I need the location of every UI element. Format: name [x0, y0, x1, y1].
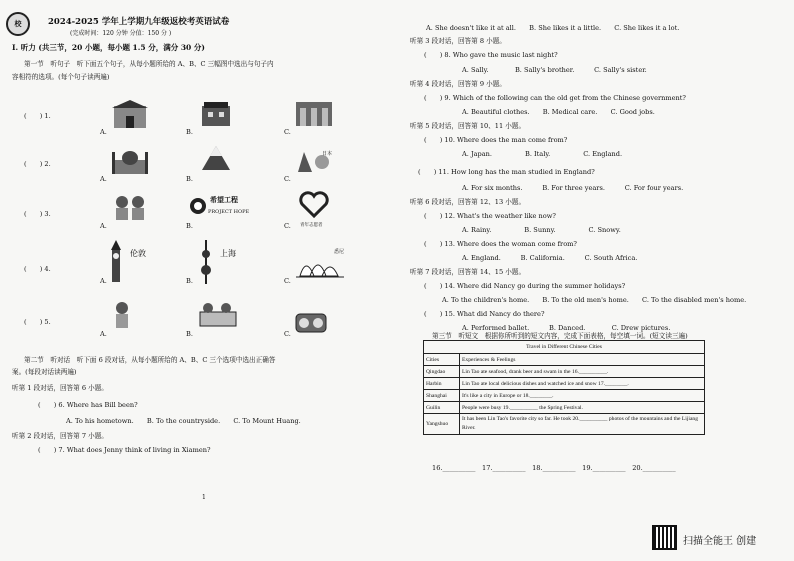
question-6-options: A. To his hometown. B. To the countryside. C. To Mount Huang.: [66, 417, 301, 425]
part1-instruction: 第一节 听句子 听下面五个句子，从每小题所给的 A、B、C 三幅图中选出与句子内: [24, 60, 274, 68]
question-15: ( ) 15. What did Nancy do there?: [424, 310, 545, 318]
dialogue-2-intro: 听第 2 段对话，回答第 7 小题。: [12, 432, 108, 440]
q5-option-b: B.: [186, 330, 193, 338]
section-heading: Ⅰ. 听力 (共三节，20 小题，每小题 1.5 分，满分 30 分): [12, 43, 205, 52]
table-cell-city: Shanghai: [424, 390, 460, 402]
table-caption-row: [424, 341, 705, 354]
table-caption: Travel in Different Chinese Cities: [424, 341, 705, 354]
project-hope-en: PROJECT HOPE: [208, 209, 250, 215]
shanghai-label: 上海: [220, 249, 236, 258]
picture-2c-text: 日本: [322, 151, 333, 157]
radio-icon: [294, 310, 328, 334]
q5-option-a: A.: [100, 330, 107, 338]
page-number: 1: [202, 494, 206, 501]
question-13: ( ) 13. Where does the woman come from?: [424, 240, 577, 248]
table-row: [424, 414, 705, 435]
table-header-experiences: Experiences & Feelings: [460, 354, 705, 366]
question-13-options: A. England. B. California. C. South Africa.: [462, 254, 638, 262]
table-row: [424, 378, 705, 390]
answer-blanks: 16.__________ 17.__________ 18.__________ 19.__________ 20.__________: [432, 464, 676, 472]
part1-instruction-2: 容相符的选项。(每个句子读两遍): [12, 73, 110, 81]
sydney-label: 悉尼: [334, 249, 345, 255]
dialogue-1-intro: 听第 1 段对话，回答第 6 小题。: [12, 384, 108, 392]
question-9: ( ) 9. Which of the following can the old get from the Chinese government?: [424, 94, 686, 102]
project-hope-logo-icon: [188, 194, 208, 224]
table-cell-text: Lin Tao ate seafood, drank beer and swam in the 16.__________.: [460, 366, 705, 378]
question-15-options: A. Performed ballet. B. Danced. C. Drew pictures.: [462, 324, 671, 332]
table-row: [424, 390, 705, 402]
table-cell-city: Qingdao: [424, 366, 460, 378]
volunteer-heart-icon: [298, 190, 330, 220]
picture-2c: [292, 144, 336, 174]
question-12-options: A. Rainy. B. Sunny. C. Snowy.: [462, 226, 621, 234]
school-logo-icon: 校: [6, 12, 30, 36]
table-cell-city: Harbin: [424, 378, 460, 390]
project-hope-cn: 希望工程: [210, 195, 238, 204]
table-cell-text: It's like a city in Europe or 18.________.: [460, 390, 705, 402]
table-row: [424, 366, 705, 378]
table-cell-city: Guilin: [424, 402, 460, 414]
dialogue-7-intro: 听第 7 段对话，回答第 14、15 小题。: [410, 268, 526, 276]
picture-5b: [194, 300, 242, 330]
question-9-options: A. Beautiful clothes. B. Medical care. C. Good jobs.: [462, 108, 655, 116]
question-14-options: A. To the children's home. B. To the old men's home. C. To the disabled men's home.: [442, 296, 747, 304]
table-cell-text: It has been Lin Tao's favorite city so far. He took 20.__________ photos of the mountains and the Lijiang River.: [460, 414, 705, 435]
q1-option-b: B.: [186, 128, 193, 136]
part2-instruction-2: 案。(每段对话读两遍): [12, 368, 77, 376]
table-header-row: [424, 354, 705, 366]
question-10: ( ) 10. Where does the man come from?: [424, 136, 568, 144]
q2-option-c: C.: [284, 175, 291, 183]
picture-2a: [108, 146, 152, 176]
part2-instruction: 第二节 听对话 听下面 6 段对话，从每小题所给的 A、B、C 三个选项中选出正确答: [24, 356, 276, 364]
pearl-tower-icon: [196, 240, 216, 284]
q5-number: ( ) 5.: [24, 318, 51, 326]
travel-table: [423, 340, 705, 435]
picture-1b: [194, 98, 238, 128]
q1-option-a: A.: [100, 128, 107, 136]
qr-code-icon: [652, 525, 677, 550]
question-12: ( ) 12. What's the weather like now?: [424, 212, 556, 220]
q4-number: ( ) 4.: [24, 265, 51, 273]
question-7: ( ) 7. What does Jenny think of living in Xiamen?: [38, 446, 211, 454]
question-11: ( ) 11. How long has the man studied in England?: [418, 168, 595, 176]
q3-option-a: A.: [100, 222, 107, 230]
dialogue-5-intro: 听第 5 段对话，回答第 10、11 小题。: [410, 122, 526, 130]
table-cell-text: People were busy 19.__________ the Spring Festival.: [460, 402, 705, 414]
dialogue-4-intro: 听第 4 段对话，回答第 9 小题。: [410, 80, 506, 88]
question-8-options: A. Sally. B. Sally's brother. C. Sally's sister.: [462, 66, 647, 74]
table-cell-city: Yangshuo: [424, 414, 460, 435]
table-row: [424, 402, 705, 414]
q1-option-c: C.: [284, 128, 291, 136]
picture-1c: [292, 98, 336, 128]
q3-option-c: C.: [284, 222, 291, 230]
picture-3a: [108, 192, 152, 222]
dialogue-3-intro: 听第 3 段对话，回答第 8 小题。: [410, 37, 506, 45]
scanner-watermark: 扫描全能王 创建: [683, 536, 757, 547]
picture-2b: [194, 144, 238, 174]
q2-option-b: B.: [186, 175, 193, 183]
picture-5a: [108, 300, 136, 330]
q5-option-c: C.: [284, 330, 291, 338]
exam-subtitle: (完成时间：120 分钟 分值：150 分 ): [70, 30, 172, 37]
question-10-options: A. Japan. B. Italy. C. England.: [462, 150, 623, 158]
q4-option-c: C.: [284, 277, 291, 285]
picture-1a: [108, 100, 152, 130]
volunteer-text: 青年志愿者: [300, 223, 323, 228]
q1-number: ( ) 1.: [24, 112, 51, 120]
question-7-options: A. She doesn't like it at all. B. She likes it a little. C. She likes it a lot.: [426, 24, 680, 32]
question-8: ( ) 8. Who gave the music last night?: [424, 51, 558, 59]
question-14: ( ) 14. Where did Nancy go during the summer holidays?: [424, 282, 626, 290]
q3-number: ( ) 3.: [24, 210, 51, 218]
london-label: 伦敦: [130, 249, 146, 258]
q4-option-b: B.: [186, 277, 193, 285]
table-header-cities: Cities: [424, 354, 460, 366]
big-ben-icon: [104, 240, 128, 284]
opera-house-icon: [296, 254, 344, 280]
q3-option-b: B.: [186, 222, 193, 230]
q2-option-a: A.: [100, 175, 107, 183]
dialogue-6-intro: 听第 6 段对话，回答第 12、13 小题。: [410, 198, 526, 206]
q2-number: ( ) 2.: [24, 160, 51, 168]
table-cell-text: Lin Tao ate local delicious dishes and watched ice and snow 17.________.: [460, 378, 705, 390]
exam-title: 2024-2025 学年上学期九年级返校考英语试卷: [48, 17, 230, 27]
question-6: ( ) 6. Where has Bill been?: [38, 401, 138, 409]
question-11-options: A. For six months. B. For three years. C. For four years.: [462, 184, 684, 192]
q4-option-a: A.: [100, 277, 107, 285]
part3-instruction: 第三节 听短文 根据你所听到的短文内容，完成下面表格，每空填一词。(短文读三遍): [432, 332, 688, 340]
